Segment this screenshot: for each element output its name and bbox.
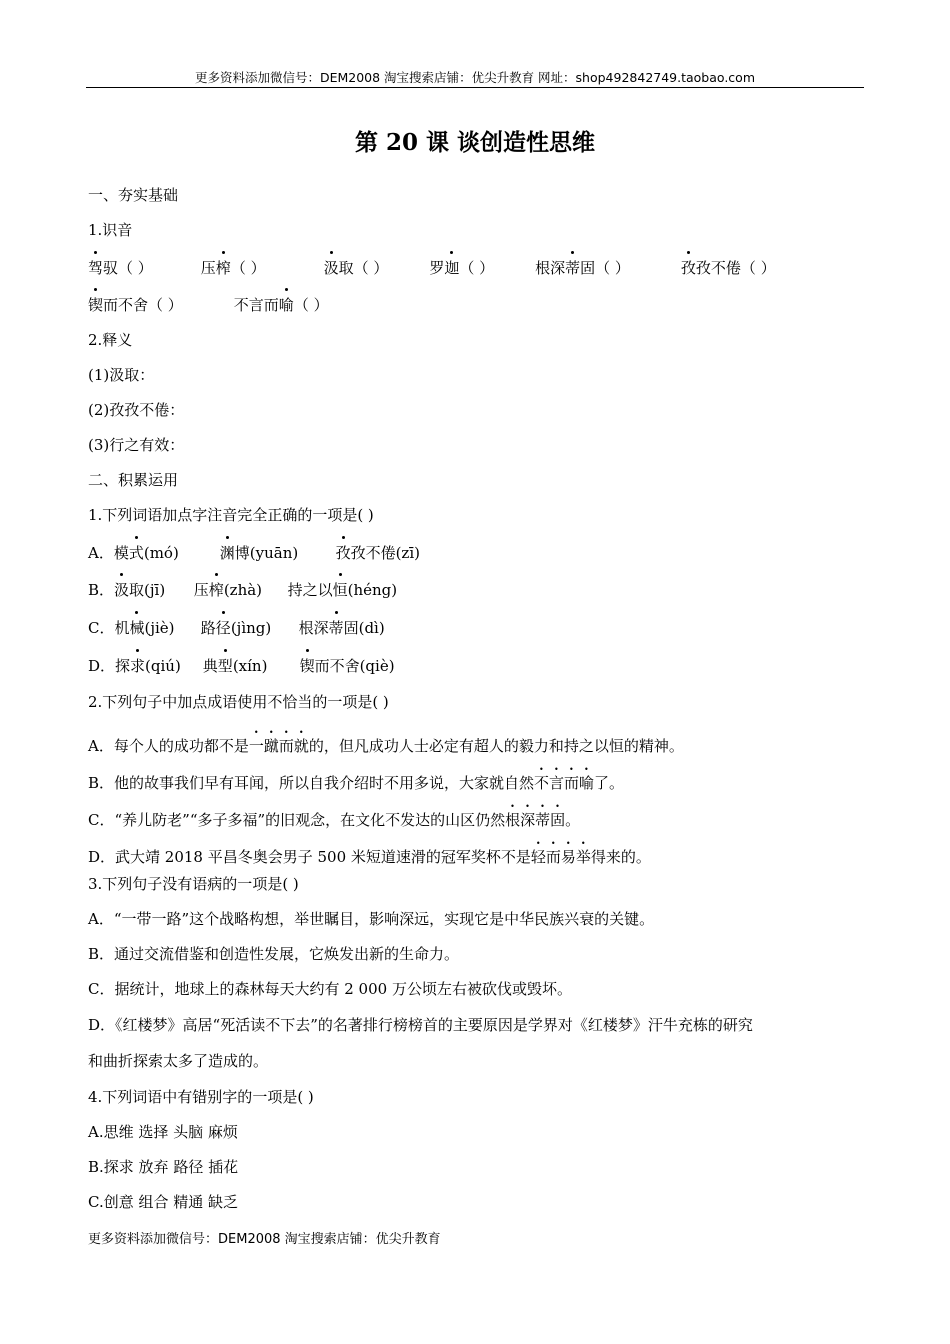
mc1-option-d: D．探求(qiú) 典型(xín) 锲而不舍(qiè) xyxy=(88,657,395,675)
mc3-option-a: A．“一带一路”这个战略构想，举世瞩目，影响深远，实现它是中华民族兴衰的关键。 xyxy=(88,910,655,928)
page-header: 更多资料添加微信号：DEM2008 淘宝搜索店铺：优尖升教育 网址：shop492842749.taobao.com xyxy=(194,70,756,85)
word-item: 驾驭（ ） xyxy=(88,259,153,277)
definition-item: (2)孜孜不倦： xyxy=(88,401,185,419)
section-heading-1: 一、夯实基础 xyxy=(88,186,179,204)
word-item: 孜孜不倦（ ） xyxy=(680,259,776,277)
page-title: 第 20 课 谈创造性思维 xyxy=(354,129,596,156)
pinyin-row-2 xyxy=(88,294,329,315)
word-item: 压榨（ ） xyxy=(200,259,266,277)
mc2-option-b: B．他的故事我们早有耳闻，所以自我介绍时不用多说，大家就自然不言而喻了。 xyxy=(88,774,625,792)
word-item: 锲而不舍（ ） xyxy=(88,296,183,314)
mc3-option-b: B．通过交流借鉴和创造性发展，它焕发出新的生命力。 xyxy=(88,945,460,963)
mc1-option-a: A．模式(mó) 渊博(yuān) 孜孜不倦(zī) xyxy=(88,544,420,562)
dotted-idiom: 不言而喻 xyxy=(534,774,595,792)
definition-item: (1)汲取： xyxy=(88,366,155,384)
mc3-option-c: C．据统计，地球上的森林每天大约有 2 000 万公顷左右被砍伐或毁坏。 xyxy=(88,980,572,998)
definition-item: (3)行之有效： xyxy=(88,436,185,454)
mc4-stem: 4.下列词语中有错别字的一项是( ) xyxy=(88,1088,314,1106)
pinyin-row-1 xyxy=(88,257,776,278)
mc2-stem: 2.下列句子中加点成语使用不恰当的一项是( ) xyxy=(88,693,389,711)
word-item: 不言而喻（ ） xyxy=(233,296,329,314)
mc1-option-c: C．机械(jiè) 路径(jìng) 根深蒂固(dì) xyxy=(88,619,385,637)
mc1-option-b: B．汲取(jī) 压榨(zhà) 持之以恒(héng) xyxy=(88,581,398,599)
question-2-title: 2.释义 xyxy=(88,331,133,349)
mc4-option-b: B.探求 放弃 路径 插花 xyxy=(88,1158,239,1176)
mc4-option-c: C.创意 组合 精通 缺乏 xyxy=(88,1193,239,1211)
mc1-stem: 1.下列词语加点字注音完全正确的一项是( ) xyxy=(88,506,374,524)
mc3-stem: 3.下列句子没有语病的一项是( ) xyxy=(88,875,299,893)
dotted-idiom: 根深蒂固 xyxy=(505,811,566,829)
mc3-option-d-continued: 和曲折探索太多了造成的。 xyxy=(88,1052,269,1070)
dotted-idiom: 一蹴而就 xyxy=(248,737,309,755)
question-1-title: 1.识音 xyxy=(88,221,133,239)
mc3-option-d: D．《红楼梦》高居“死活读不下去”的名著排行榜榜首的主要原因是学界对《红楼梦》汗牛充栋的研究 xyxy=(88,1016,753,1034)
mc4-option-a: A.思维 选择 头脑 麻烦 xyxy=(88,1123,238,1141)
mc2-option-a: A．每个人的成功都不是一蹴而就的，但凡成功人士必定有超人的毅力和持之以恒的精神。 xyxy=(88,737,684,755)
page-footer: 更多资料添加微信号：DEM2008 淘宝搜索店铺：优尖升教育 xyxy=(88,1232,441,1247)
mc2-option-d: D．武大靖 2018 平昌冬奥会男子 500 米短道速滑的冠军奖杯不是轻而易举得来的。 xyxy=(88,848,651,866)
section-heading-2: 二、积累运用 xyxy=(88,471,179,489)
word-item: 汲取（ ） xyxy=(323,259,389,277)
mc2-option-c: C．“养儿防老”“多子多福”的旧观念，在文化不发达的山区仍然根深蒂固。 xyxy=(88,811,581,829)
word-item: 根深蒂固（ ） xyxy=(535,259,630,277)
word-item: 罗迦（ ） xyxy=(429,259,495,277)
dotted-idiom: 轻而易举 xyxy=(530,848,591,866)
header-divider xyxy=(86,87,864,88)
